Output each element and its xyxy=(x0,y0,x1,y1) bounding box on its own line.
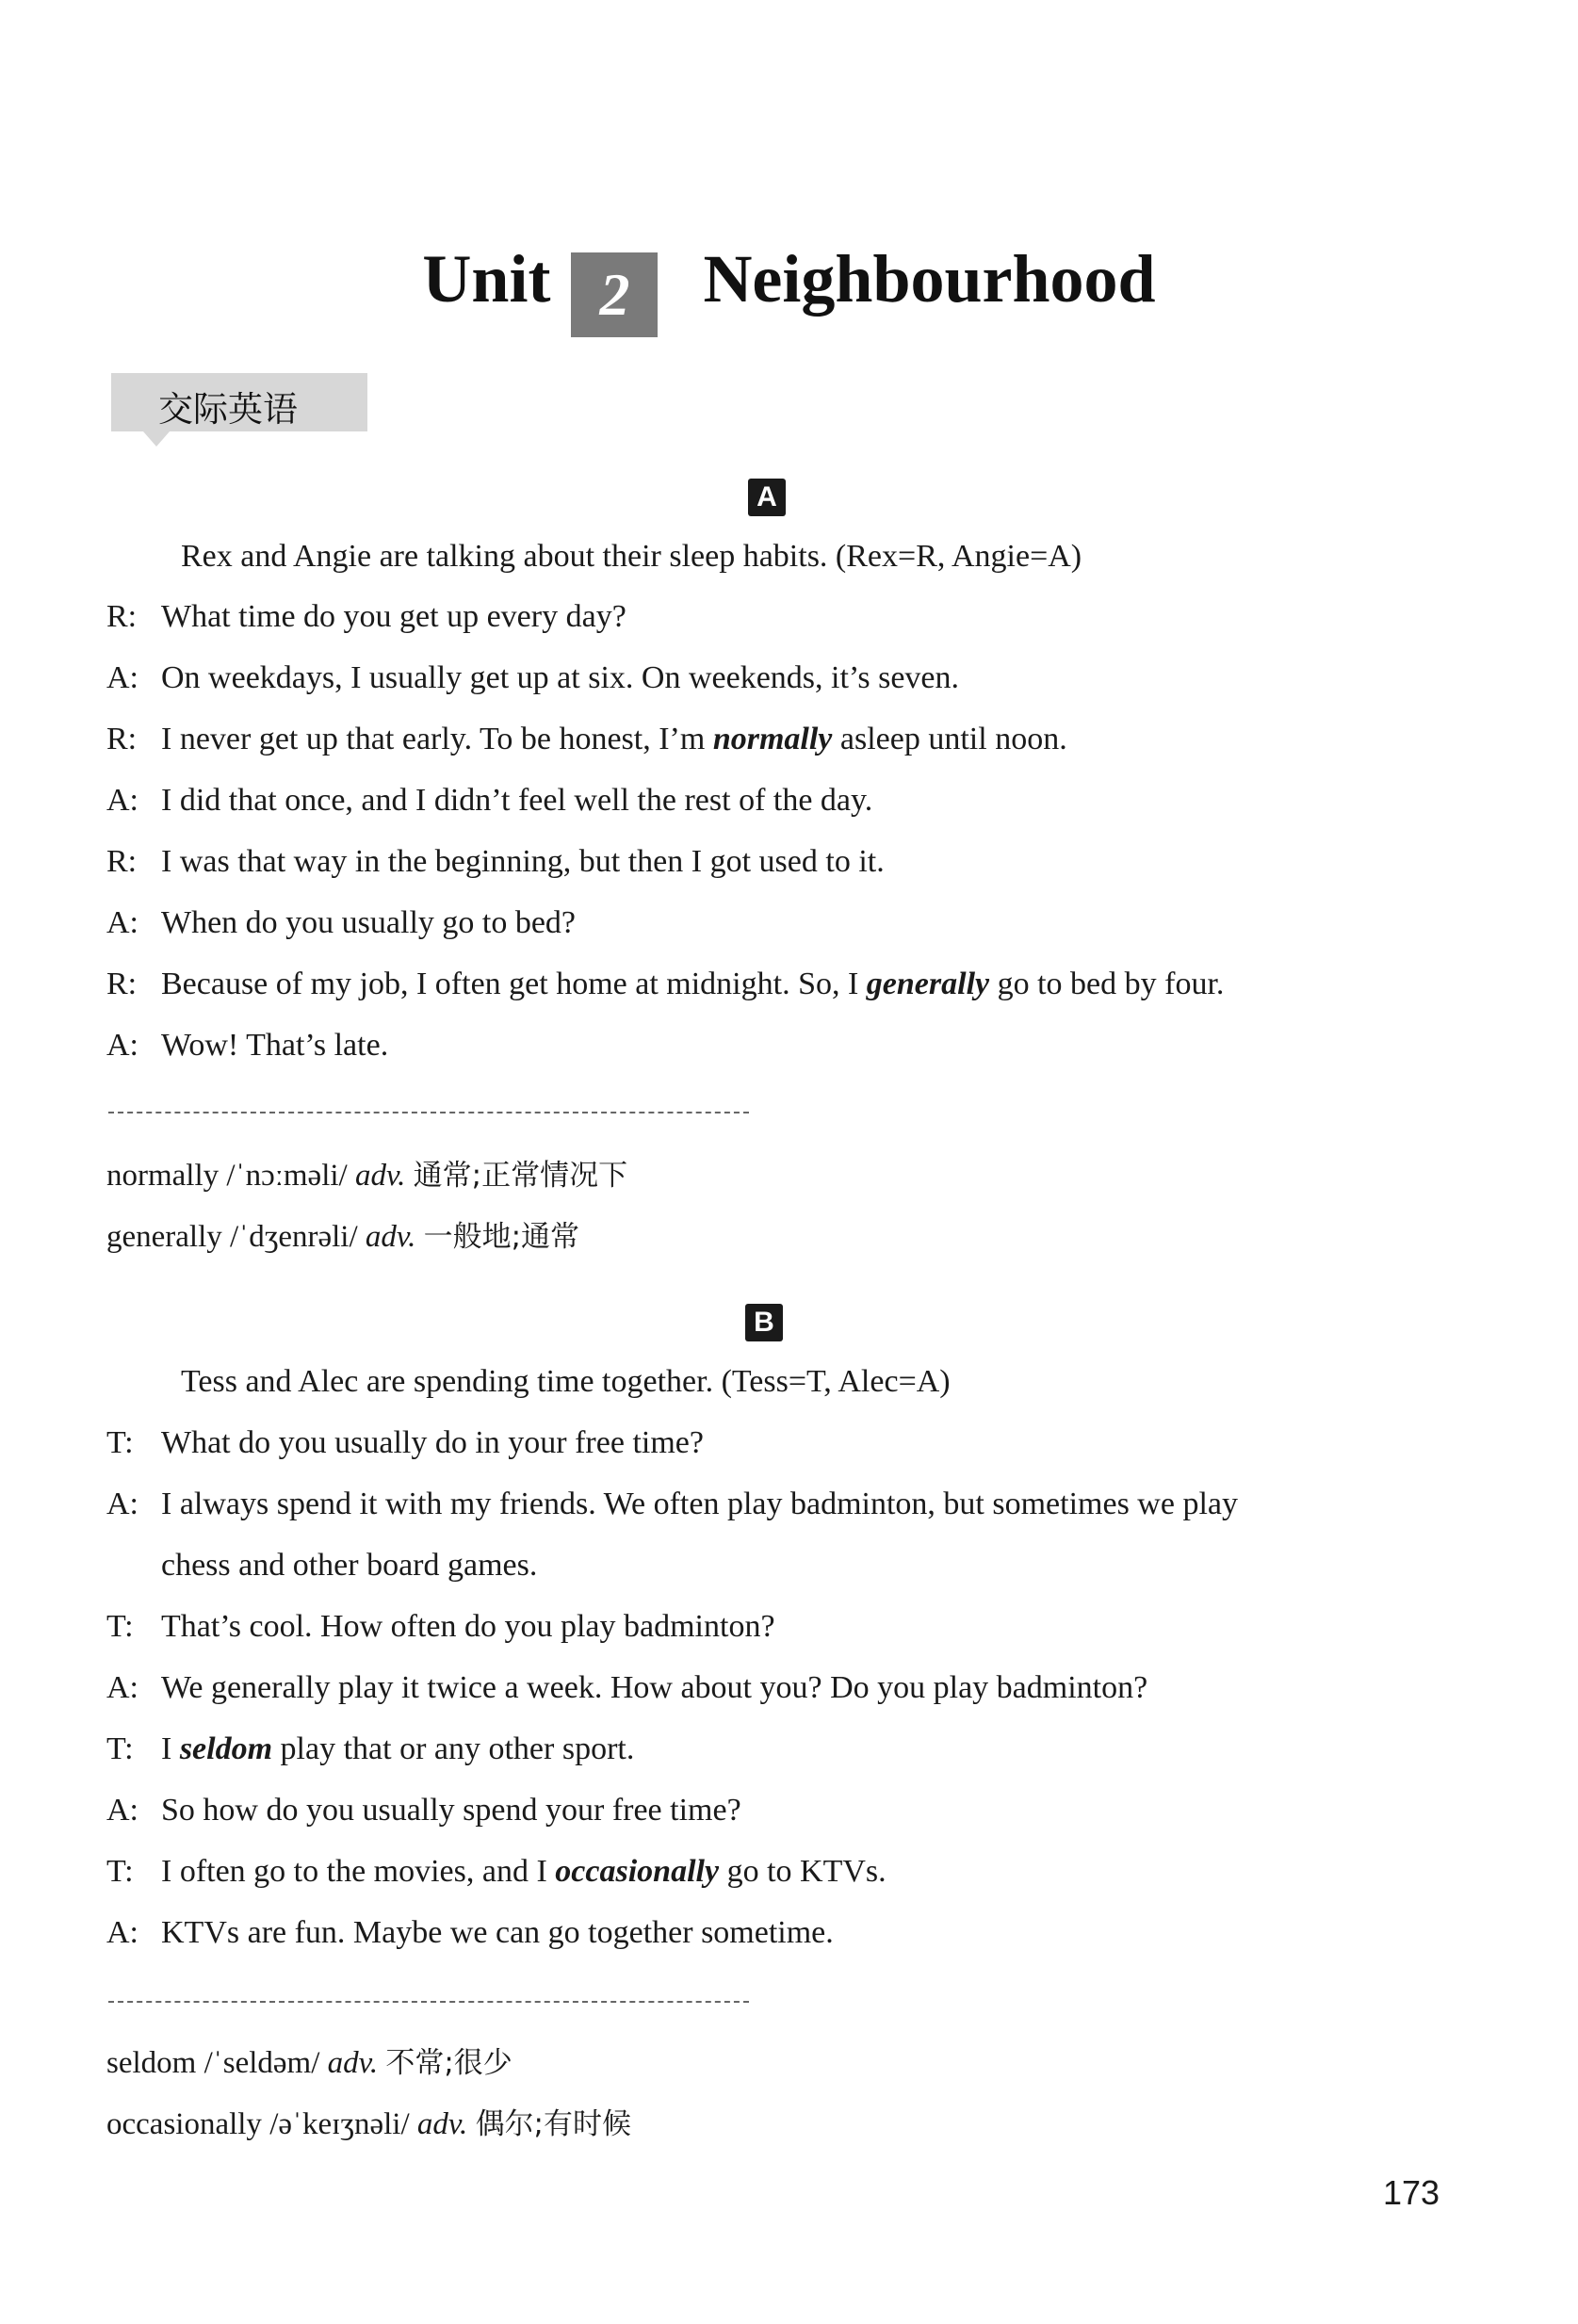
dialogue-line: T: I seldom play that or any other sport. xyxy=(106,1731,635,1766)
divider xyxy=(108,1112,749,1113)
dialogue-line: R: Because of my job, I often get home at midnight. So, I generally go to bed by four. xyxy=(106,967,1225,1001)
section-banner xyxy=(111,373,367,431)
dialogue-line: T: I often go to the movies, and I occasionally go to KTVs. xyxy=(106,1854,887,1889)
section-a-intro: Rex and Angie are talking about their sleep habits. (Rex=R, Angie=A) xyxy=(181,539,1082,574)
dialogue-line: T: That’s cool. How often do you play badminton? xyxy=(106,1609,775,1644)
page-title xyxy=(0,240,1578,337)
dialogue-line: R: I never get up that early. To be honest, I’m normally asleep until noon. xyxy=(106,722,1067,756)
section-a-marker: A xyxy=(748,479,786,516)
divider xyxy=(108,2001,749,2003)
section-b-marker: B xyxy=(745,1304,783,1341)
page-number: 173 xyxy=(1383,2173,1440,2212)
dialogue-line: R: What time do you get up every day? xyxy=(106,599,626,634)
vocab-entry: normally /ˈnɔːməli/ adv. 通常;正常情况下 xyxy=(106,1159,628,1193)
dialogue-line: A: KTVs are fun. Maybe we can go together sometime. xyxy=(106,1915,834,1950)
section-banner-label: 交际英语 xyxy=(158,389,298,430)
dialogue-line: R: I was that way in the beginning, but then I got used to it. xyxy=(106,844,885,879)
title-unit-word: Unit xyxy=(422,241,551,317)
dialogue-line: A: I did that once, and I didn’t feel well the rest of the day. xyxy=(106,783,873,818)
unit-number-badge: 2 xyxy=(571,252,658,337)
dialogue-line: A: When do you usually go to bed? xyxy=(106,905,577,940)
keyword: seldom xyxy=(179,1731,273,1766)
keyword: occasionally xyxy=(555,1854,720,1889)
vocab-entry: occasionally /əˈkeɪʒnəli/ adv. 偶尔;有时候 xyxy=(106,2107,632,2141)
keyword: generally xyxy=(866,967,990,1001)
dialogue-line: T: What do you usually do in your free time? xyxy=(106,1425,704,1460)
dialogue-line: A: We generally play it twice a week. How about you? Do you play badminton? xyxy=(106,1670,1148,1705)
dialogue-line: A: Wow! That’s late. xyxy=(106,1028,389,1063)
dialogue-line: A: So how do you usually spend your free time? xyxy=(106,1793,741,1828)
section-b-intro: Tess and Alec are spending time together. (Tess=T, Alec=A) xyxy=(181,1364,951,1399)
title-unit-name: Neighbourhood xyxy=(703,241,1156,317)
dialogue-line-continuation: chess and other board games. xyxy=(161,1548,538,1583)
dialogue-line: A: I always spend it with my friends. We often play badminton, but sometimes we play xyxy=(106,1487,1238,1521)
keyword: normally xyxy=(712,722,833,756)
dialogue-line: A: On weekdays, I usually get up at six. On weekends, it’s seven. xyxy=(106,660,959,695)
vocab-entry: seldom /ˈseldəm/ adv. 不常;很少 xyxy=(106,2046,512,2080)
vocab-entry: generally /ˈdʒenrəli/ adv. 一般地;通常 xyxy=(106,1220,580,1254)
